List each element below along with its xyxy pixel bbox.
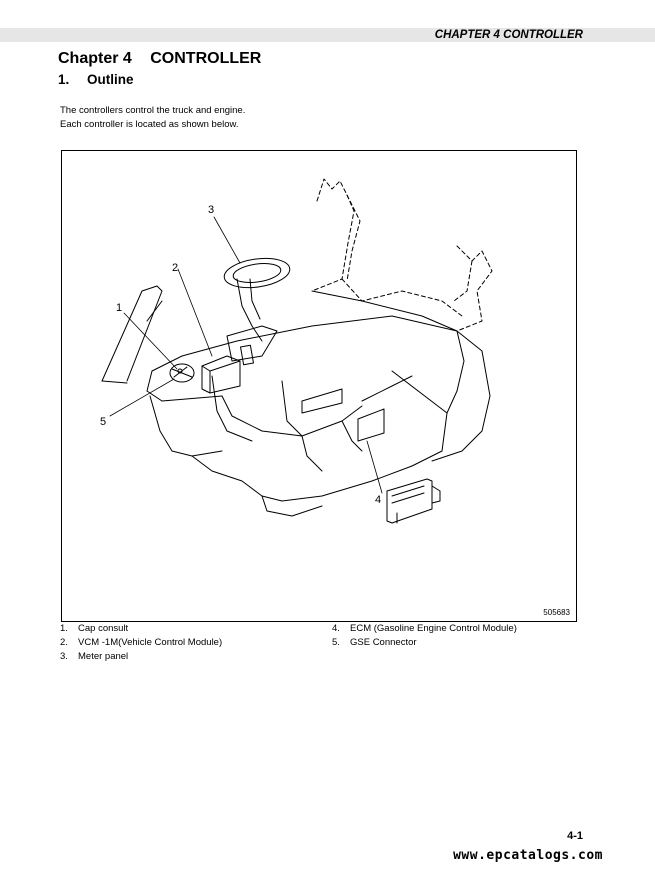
- ecm-mounting-location: [302, 389, 384, 441]
- legend-number: 3.: [60, 651, 68, 662]
- legend-number: 2.: [60, 637, 68, 648]
- callout-leaders: [110, 217, 382, 493]
- legend-label: GSE Connector: [350, 637, 417, 648]
- legend-label: VCM -1M(Vehicle Control Module): [78, 637, 223, 648]
- legend-column-1: [60, 622, 222, 664]
- callout-3: 3: [208, 204, 215, 216]
- running-header: CHAPTER 4 CONTROLLER: [434, 29, 583, 41]
- intro-paragraph: [60, 104, 245, 131]
- section-name: Outline: [87, 72, 134, 87]
- callout-5: 5: [100, 416, 107, 428]
- intro-line: The controllers control the truck and engine.: [60, 105, 246, 116]
- chapter-title: [58, 50, 261, 68]
- truck-line-drawing: [62, 151, 576, 621]
- vcm-module: [202, 345, 253, 393]
- controller-location-figure: [61, 150, 577, 622]
- truck-body-outline: [147, 291, 490, 516]
- section-number: 1.: [58, 72, 70, 87]
- left-guard-post: [102, 286, 162, 383]
- legend-label: Meter panel: [78, 651, 129, 662]
- callout-numbers: [100, 204, 381, 506]
- callout-4: 4: [375, 494, 382, 506]
- legend-item: [332, 636, 517, 650]
- legend-item: [60, 636, 222, 650]
- chapter-number: Chapter 4: [58, 50, 132, 67]
- legend-column-2: [332, 622, 517, 650]
- legend-number: 1.: [60, 623, 68, 634]
- intro-line: Each controller is located as shown below.: [60, 118, 239, 130]
- legend-label: Cap consult: [78, 623, 129, 634]
- callout-1: 1: [116, 302, 123, 314]
- figure-id: 505683: [543, 608, 570, 617]
- section-title: [58, 72, 134, 87]
- steering-wheel: [222, 255, 291, 361]
- legend-item: [60, 622, 222, 636]
- watermark: www.epcatalogs.com: [453, 848, 603, 863]
- page-number: 4-1: [567, 830, 583, 842]
- chapter-name: CONTROLLER: [150, 50, 262, 67]
- legend-item: [60, 650, 222, 664]
- callout-2: 2: [172, 262, 179, 274]
- overhead-guard-outline: [312, 179, 492, 331]
- ecm-detail: [387, 479, 440, 523]
- legend-item: [332, 622, 517, 636]
- legend-number: 5.: [332, 637, 340, 648]
- legend-label: ECM (Gasoline Engine Control Module): [350, 623, 517, 634]
- legend-number: 4.: [332, 623, 340, 634]
